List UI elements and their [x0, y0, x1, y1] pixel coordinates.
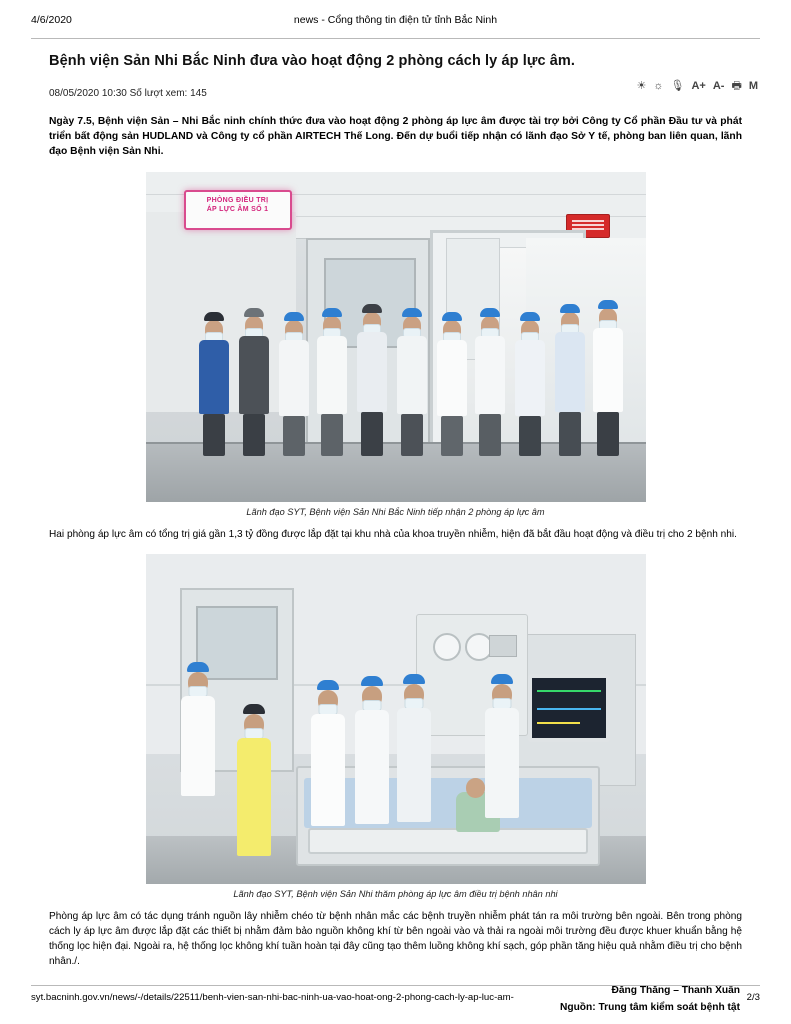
contrast-icon[interactable]: ☼ — [653, 80, 664, 92]
brightness-icon[interactable]: ☀ — [636, 80, 647, 92]
print-icon[interactable]: 🖶 — [731, 80, 742, 92]
photo-patient-room — [146, 554, 646, 884]
figure-caption: Lãnh đạo SYT, Bệnh viện Sản Nhi Bắc Ninh tiếp nhận 2 phòng áp lực âm — [246, 506, 545, 517]
article-paragraph: Phòng áp lực âm có tác dụng tránh nguồn lây nhiễm chéo từ bệnh nhân mắc các bệnh truyền nhiễm phát tán ra môi trường bên ngoài. Bên trong phòng cách ly áp lực âm được lắp đặt các thiết bị nhằm đảm bảo nguồn không khí từ bên ngoài vào và thải ra ngoài môi trường đều được khuer khuẩn bằng hệ thống lọc hiện đại. Ngoài ra, hệ thống lọc không khí tuần hoàn tại đây cũng tạo thêm luồng không khí sạch, góp phần tăng hiệu quả nhằm điều trị cho bệnh nhân./. — [49, 910, 742, 968]
print-header — [0, 14, 791, 30]
print-date: 4/6/2020 — [31, 14, 72, 26]
meta-row — [49, 80, 760, 103]
font-decrease-icon[interactable]: A- — [712, 80, 725, 92]
article-lead: Ngày 7.5, Bệnh viện Sản – Nhi Bắc ninh chính thức đưa vào hoạt động 2 phòng áp lực âm được tài trợ bởi Công ty Cổ phần Đầu tư và phát triển bất động sản HUDLAND và Công ty cổ phần AIRTECH Thế Long. Đến dự buổi tiếp nhận có lãnh đạo Sở Y tế, phòng ban liên quan, lãnh đạo Bệnh viện Sản Nhi. — [49, 116, 742, 157]
figure-patient-room-photo — [146, 554, 646, 899]
article-paragraph: Hai phòng áp lực âm có tổng trị giá gần 1,3 tỷ đồng được lắp đặt tại khu nhà của khoa truyền nhiễm, hiện đã bắt đầu hoạt động và điều trị cho 2 bệnh nhi. — [49, 528, 737, 540]
audio-icon[interactable]: 🎙 — [670, 80, 685, 92]
font-increase-icon[interactable]: A+ — [691, 80, 706, 92]
print-url: syt.bacninh.gov.vn/news/-/details/22511/benh-vien-san-nhi-bac-ninh-ua-vao-hoat-ong-2-phong-cach-ly-ap-luc-am- — [31, 992, 514, 1003]
print-footer — [31, 985, 760, 1010]
room-sign: PHÒNG ĐIỀU TRỊ ÁP LỰC ÂM SỐ 1 — [184, 190, 292, 230]
patient-monitor — [528, 674, 610, 742]
figure-handover-photo — [146, 172, 646, 517]
page-title: Bệnh viện Sản Nhi Bắc Ninh đưa vào hoạt động 2 phòng cách ly áp lực âm. — [49, 53, 576, 69]
article-meta: 08/05/2020 10:30 Số lượt xem: 145 — [49, 88, 207, 99]
print-page-number: 2/3 — [746, 992, 760, 1003]
article-tools — [637, 81, 758, 92]
article-content — [31, 38, 760, 1016]
photo-corridor-isolation-room — [146, 172, 646, 502]
mail-icon[interactable]: M — [748, 80, 758, 92]
signature-authors: Đăng Thăng – Thanh Xuân — [611, 985, 740, 997]
signature-source: Nguồn: Trung tâm kiểm soát bệnh tật — [560, 1001, 740, 1013]
print-site-title: news - Cổng thông tin điện tử tỉnh Bắc Ninh — [293, 14, 498, 26]
figure-caption: Lãnh đạo SYT, Bệnh viện Sản Nhi thăm phòng áp lực âm điều trị bệnh nhân nhi — [233, 888, 558, 899]
